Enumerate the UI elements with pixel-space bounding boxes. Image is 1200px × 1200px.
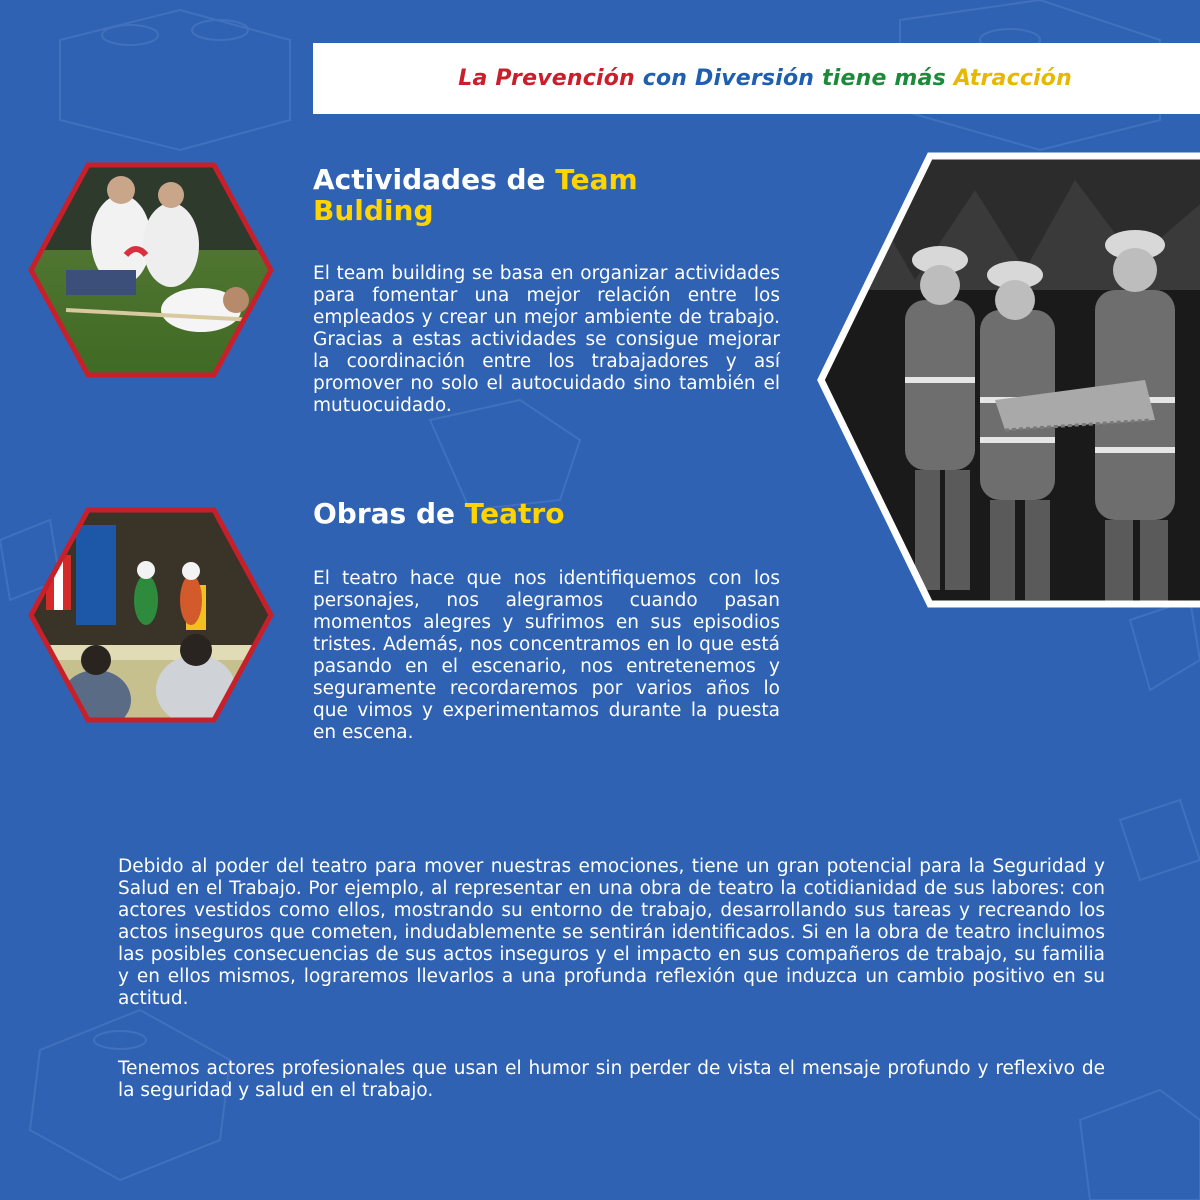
actors-in-safety-gear-photo-icon xyxy=(815,150,1200,610)
team-building-photo-icon xyxy=(26,160,276,380)
theater-stage-photo-icon xyxy=(26,505,276,725)
team-building-title-accent-2: Bulding xyxy=(313,194,434,227)
tagline-part-prevencion: La Prevención xyxy=(458,66,635,91)
team-building-title-white: Actividades de xyxy=(313,163,546,196)
team-building-photo xyxy=(26,160,276,380)
team-building-title-accent-1: Team xyxy=(555,163,638,196)
theater-title-accent: Teatro xyxy=(464,497,565,530)
tagline-part-atraccion: Atracción xyxy=(953,66,1072,91)
conclusion-paragraph-1: Debido al poder del teatro para mover nuestras emociones, tiene un gran potencial para la Seguridad y Salud en el Trabajo. Por ejemplo, al representar en una obra de teatro la cotidianidad de sus labores: con actores vestidos como ellos, mostrando su entorno de trabajo, desarrollando sus tareas y recreando los actos inseguros que cometen, indudablemente se sentirán identificados. Si en la obra de teatro incluimos las posibles consecuencias de sus actos inseguros y el impacto en sus compañeros de trabajo, su familia y en ellos mismos, lograremos llevarlos a una profunda reflexión que induzca un cambio positivo en su actitud. xyxy=(118,856,1105,1009)
tagline-part-tiene-mas: tiene más xyxy=(822,66,946,91)
tagline xyxy=(458,66,1072,91)
theater-title-white: Obras de xyxy=(313,497,455,530)
team-building-title xyxy=(313,164,638,226)
theater-photo xyxy=(26,505,276,725)
workers-photo xyxy=(815,150,1200,610)
theater-title xyxy=(313,498,564,529)
tagline-part-diversion: con Diversión xyxy=(642,66,815,91)
theater-body: El teatro hace que nos identifiquemos con los personajes, nos alegramos cuando pasan momentos alegres y sufrimos en sus episodios tristes. Además, nos concentramos en lo que está pasando en el escenario, nos entretenemos y seguramente recordaremos por varios años lo que vimos y experimentamos durante la puesta en escena. xyxy=(313,568,780,743)
conclusion-paragraph-2: Tenemos actores profesionales que usan el humor sin perder de vista el mensaje profundo y reflexivo de la seguridad y salud en el trabajo. xyxy=(118,1058,1105,1101)
tagline-banner xyxy=(313,43,1200,114)
team-building-body: El team building se basa en organizar actividades para fomentar una mejor relación entre los empleados y crear un mejor ambiente de trabajo. Gracias a estas actividades se consigue mejorar la coordinación entre los trabajadores y así promover no solo el autocuidado sino también el mutuocuidado. xyxy=(313,263,780,416)
